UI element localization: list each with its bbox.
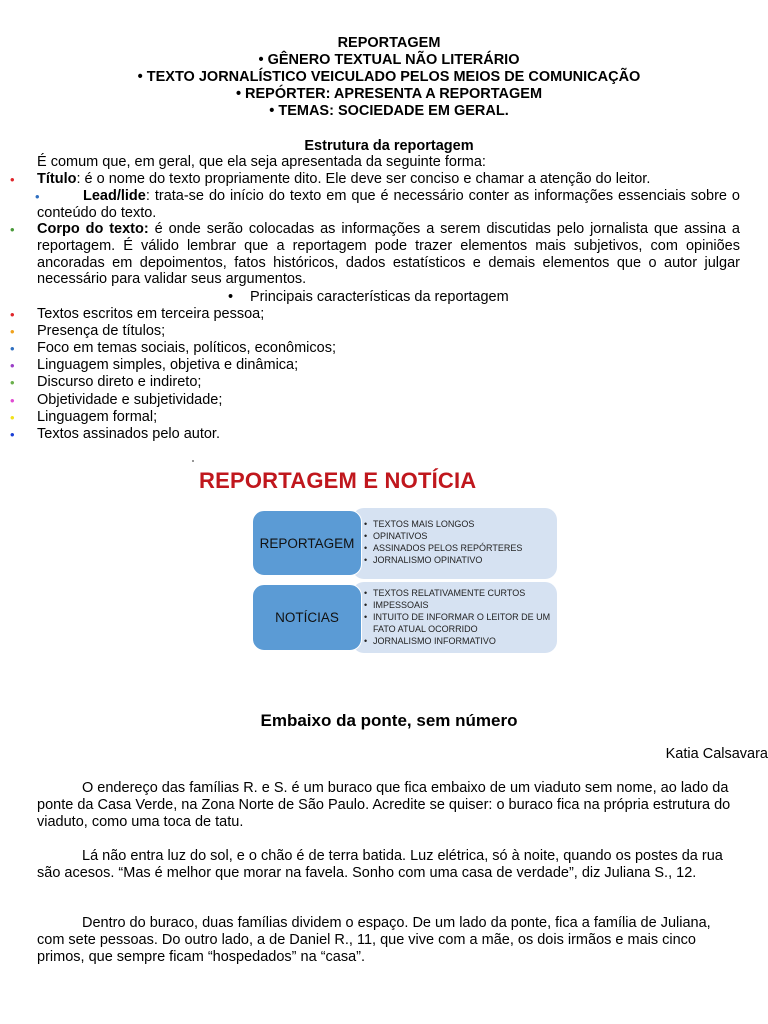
- structure-intro: É comum que, em geral, que ela seja apresentada da seguinte forma:: [37, 154, 486, 170]
- bullet-icon: •: [10, 375, 15, 391]
- story-paragraph: [37, 848, 742, 882]
- characteristic-item: Discurso direto e indireto;: [37, 374, 202, 391]
- structure-desc: : trata-se do início do texto em que é necessário conter as informações essenciais sobre o conteúdo do texto.: [37, 188, 740, 221]
- header-line: REPORTAGEM: [337, 35, 441, 51]
- bullet-icon: •: [228, 289, 234, 305]
- structure-item-titulo: [37, 171, 740, 188]
- diagram-box-noticias: NOTÍCIAS: [252, 584, 362, 651]
- header-line: • TEXTO JORNALÍSTICO VEICULADO PELOS MEIOS DE COMUNICAÇÃO: [137, 69, 641, 85]
- diagram-list-item: • JORNALISMO OPINATIVO: [364, 554, 522, 566]
- story-author: [666, 746, 768, 762]
- diagram-list-item: • IMPESSOAIS: [364, 599, 550, 611]
- diagram-list-item: FATO ATUAL OCORRIDO: [373, 624, 478, 634]
- characteristics-heading: [228, 289, 509, 306]
- story-paragraph-text: Lá não entra luz do sol, e o chão é de terra batida. Luz elétrica, só à noite, quando os postes da rua são acesos. “Mas é melhor que morar na favela. Sonho com uma casa de verdade”, diz Juliana S., 12.: [37, 848, 723, 881]
- header-line: • REPÓRTER: APRESENTA A REPORTAGEM: [235, 86, 543, 102]
- bullet-icon: •: [35, 189, 40, 204]
- diagram-list-item: • TEXTOS MAIS LONGOS: [364, 518, 522, 530]
- bullet-icon: •: [10, 172, 15, 187]
- story-author-name: Katia Calsavara: [665, 746, 768, 762]
- characteristics-heading-text: Principais características da reportagem: [250, 289, 509, 305]
- diagram-list-noticias: [364, 587, 550, 647]
- bullet-icon: •: [10, 341, 15, 357]
- bullet-icon: •: [10, 409, 15, 425]
- characteristic-item: Textos escritos em terceira pessoa;: [37, 306, 265, 322]
- diagram-list-item: • ASSINADOS PELOS REPÓRTERES: [364, 542, 522, 554]
- characteristic-item: Objetividade e subjetividade;: [37, 391, 223, 408]
- story-paragraph-text: Dentro do buraco, duas famílias dividem o espaço. De um lado da ponte, fica a família de Juliana, com sete pessoas. Do outro lado, a de Daniel R., 11, que vive com a mãe, os dois irmãos e mais cinco primos, que sempre ficam “hospedados” na “casa”.: [37, 915, 711, 965]
- characteristic-item: Textos assinados pelo autor.: [37, 425, 220, 442]
- structure-desc: : é o nome do texto propriamente dito. Ele deve ser conciso e chamar a atenção do leitor.: [76, 171, 651, 187]
- bullet-icon: •: [10, 222, 15, 237]
- characteristic-item: Linguagem simples, objetiva e dinâmica;: [37, 357, 299, 374]
- bullet-icon: •: [10, 307, 15, 322]
- characteristic-item: Presença de títulos;: [37, 323, 166, 340]
- characteristic-item: Linguagem formal;: [37, 408, 158, 425]
- bullet-icon: •: [10, 324, 15, 340]
- characteristic-item: Foco em temas sociais, políticos, econômicos;: [37, 340, 336, 357]
- diagram-list-item: • OPINATIVOS: [364, 530, 522, 542]
- page-header: [0, 35, 768, 120]
- story-title: Embaixo da ponte, sem número: [260, 711, 518, 730]
- structure-term: Lead/lide: [83, 188, 146, 204]
- separator-dot: [192, 460, 194, 462]
- structure-desc: é onde serão colocadas as informações a serem discutidas pelo jornalista que assina a reportagem. É válido lembrar que a reportagem pode trazer elementos mais subjetivos, com opiniões ancoradas em depoimentos, fatos históricos, dados estatísticos e demais elementos que o autor julgar necessário para validar seus argumentos.: [37, 221, 740, 288]
- diagram-list-item: • TEXTOS RELATIVAMENTE CURTOS: [364, 587, 550, 599]
- bullet-icon: •: [10, 426, 15, 442]
- structure-term: Título: [37, 171, 77, 187]
- diagram-list-item: • JORNALISMO INFORMATIVO: [364, 635, 550, 647]
- structure-item-lead: [37, 188, 740, 222]
- header-line: • TEMAS: SOCIEDADE EM GERAL.: [269, 103, 509, 119]
- structure-item-corpo: [37, 221, 740, 288]
- story-paragraph: [37, 780, 742, 831]
- structure-term: Corpo do texto:: [37, 221, 149, 237]
- structure-title: Estrutura da reportagem: [304, 138, 474, 154]
- header-line: • GÊNERO TEXTUAL NÃO LITERÁRIO: [258, 52, 520, 68]
- diagram-list-reportagem: [364, 518, 522, 566]
- bullet-icon: •: [10, 392, 15, 408]
- bullet-icon: •: [10, 358, 15, 374]
- story-paragraph: [37, 915, 742, 966]
- diagram-title: REPORTAGEM E NOTÍCIA: [199, 468, 477, 493]
- diagram-box-reportagem: REPORTAGEM: [252, 510, 362, 576]
- story-paragraph-text: O endereço das famílias R. e S. é um buraco que fica embaixo de um viaduto sem nome, ao lado da ponte da Casa Verde, na Zona Norte de São Paulo. Acredite se quiser: o buraco fica na própria estrutura do viaduto, como uma toca de tatu.: [37, 780, 731, 830]
- diagram-list-item: • INTUITO DE INFORMAR O LEITOR DE UM: [364, 611, 550, 623]
